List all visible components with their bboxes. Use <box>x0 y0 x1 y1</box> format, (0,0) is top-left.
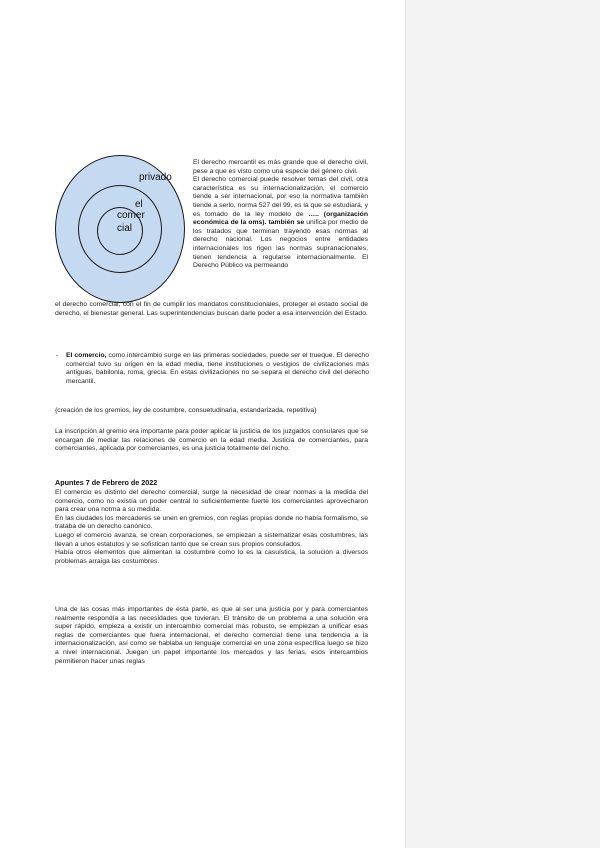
side-sentence-2: El derecho comercial puede resolver temas del civil, otra característica es su internacionalización, el comercio tiende a ser internacional, por eso la normativa también tiende a serlo, norma 527 del 99, es la que se estudiará, y es tomado de la ley modelo de <box>193 176 368 218</box>
notes-line-3: Luego el comercio avanza, se crean corporaciones, se empiezan a sistematizar esas costumbres, las llevan a unos estatutos y se sofistican tanto que se crean sus propios consulados. <box>55 531 368 548</box>
label-cial: cial <box>117 223 133 234</box>
notes-line-1: El comercio es distinto del derecho comercial, surge la necesidad de crear normas a la medida del comercio, como no existía un poder central lo suficientemente fuerte los comerciantes aprovecharon para crear una norma a su medida. <box>55 489 368 514</box>
bullet-item <box>56 352 369 386</box>
side-sentence-1: El derecho mercantil es más grande que el derecho civil, pese a que es visto como una especie del género civil. <box>193 159 368 175</box>
notes-line-4: Había otros elementos que alimentan la costumbre como lo es la casuística, la solución a diversos problemas arraiga las costumbres. <box>55 549 368 565</box>
notes-heading: Apuntes 7 de Febrero de 2022 <box>55 478 158 487</box>
label-comer: comer <box>117 210 145 221</box>
concentric-circles-diagram <box>55 155 185 305</box>
notes-paragraph <box>55 489 368 566</box>
bracket-note: {creación de los gremios, ley de costumbre, consuetudinaria, estandarizada, repetitiva} <box>55 407 317 414</box>
comments-pane <box>405 0 600 848</box>
bullet-dash: - <box>56 352 59 359</box>
gremio-paragraph: La inscripción al gremio era importante para poder aplicar la justicia de los juzgados consulares que se encargan de mediar las relaciones de comercio en la edad media. Justicia de comerciantes, para comerciantes, aplicada por comerciantes, es una justicia totalmente del nicho. <box>55 428 368 453</box>
notes-line-2: En las ciudades los mercaderes se unen en gremios, con reglas propias donde no había formalismo, se trataba de un derecho canónico. <box>55 514 368 531</box>
side-paragraph <box>193 159 368 271</box>
closing-paragraph: Una de las cosas más importantes de esta parte, es que al ser una justicia por y para comerciantes realmente respondía a las necesidades que tuvieran. El tránsito de un problema a una solución era super rápido, empieza a existir un intercambio comercial más robusto, se empiezan a unificar esas reglas de comerciantes que fuera internacional, el derecho comercial tiene una tendencia a la internacionalización, así como se hablaba un lenguaje comercial en una zona específica luego se hizo a nivel internacional. Juegan un papel importante los mercados y las ferias, esos intercambios permitieron hacer unas reglas <box>55 606 368 665</box>
bullet-text: como intercambio surge en las primeras sociedades, puede ser el trueque. El derecho comercial tuvo su origen en la edad media, tiene instituciones o vestigios de civilizaciones más antiguas, babilonia, roma, grecia. En estas civilizaciones no se separa el derecho civil del derecho mercantil. <box>66 352 369 385</box>
continuation-paragraph: el derecho comercial, con el fin de cumplir los mandatos constitucionales, proteger el estado social de derecho, el bienestar general. Las superintendencias buscan darle poder a esa intervención del Estado. <box>55 301 368 317</box>
bullet-bold-lead: El comercio, <box>66 352 107 359</box>
side-sentence-3: unifica por medio de los tratados que terminan trayendo esas normas al derecho nacional. Los negocios entre entidades internacionales los rigen las normas supranacionales, tienen tendencia a regularse internacionalmente. El Derecho Público va permeando <box>193 219 369 270</box>
label-el: el <box>135 199 143 210</box>
label-privado: privado <box>139 172 172 183</box>
side-sentence-2-bold: ….. (organización económica de la oms). también se <box>193 210 368 227</box>
